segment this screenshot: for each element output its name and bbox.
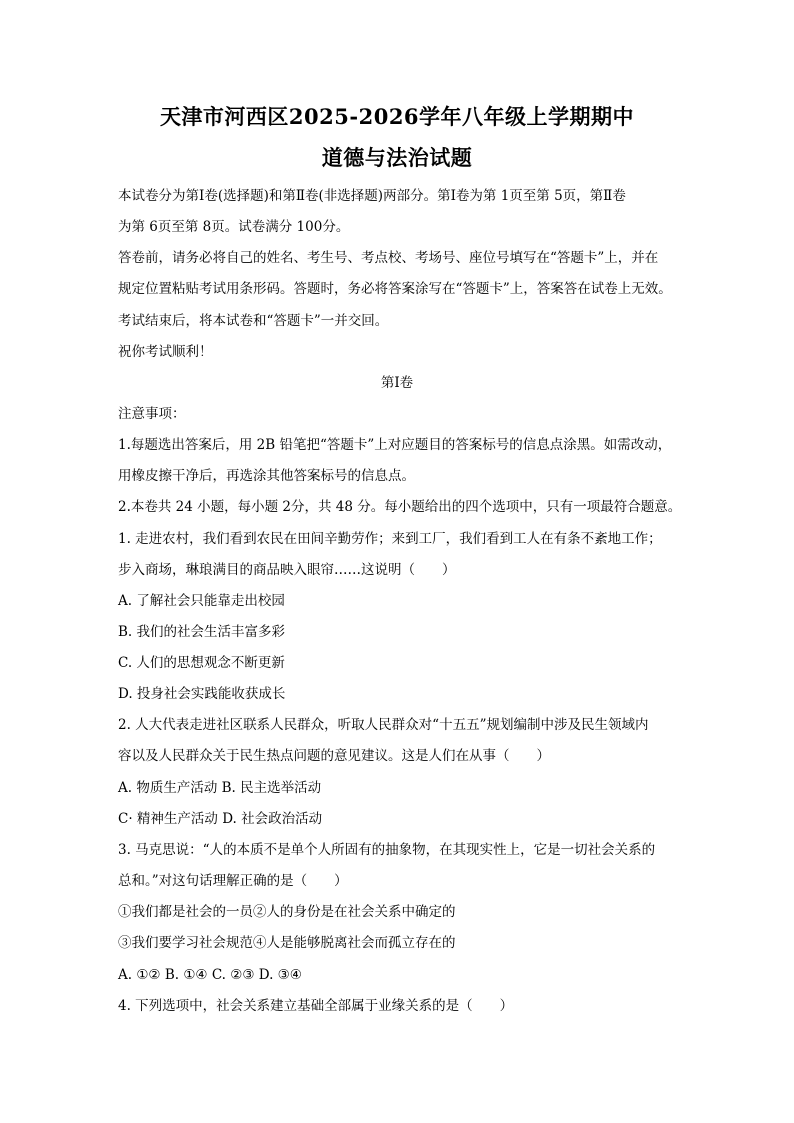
notice-item: 1.每题选出答案后，用 2B 铅笔把“答题卡”上对应题目的答案标号的信息点涂黑。如需改动， — [118, 437, 672, 453]
good-luck-text: 祝你考试顺利！ — [118, 344, 213, 360]
intro-line: 本试卷分为第Ⅰ卷(选择题)和第Ⅱ卷(非选择题)两部分。第Ⅰ卷为第 1页至第 5页，第Ⅱ卷 — [118, 188, 626, 204]
question-1-option-b: B. 我们的社会生活丰富多彩 — [118, 624, 286, 640]
exam-subject-title: 道德与法治试题 — [321, 145, 473, 170]
question-1-stem: 1. 走进农村，我们看到农民在田间辛勤劳作；来到工厂，我们看到工人在有条不紊地工作； — [118, 531, 662, 547]
section-heading: 第Ⅰ卷 — [380, 375, 414, 391]
question-3-statements: ①我们都是社会的一员②人的身份是在社会关系中确定的 — [118, 904, 456, 920]
exam-title: 天津市河西区2025-2026学年八年级上学期期中 — [159, 104, 635, 129]
question-1-option-a: A. 了解社会只能靠走出校园 — [118, 593, 285, 609]
notice-label: 注意事项： — [118, 406, 186, 422]
question-3-options: A. ①② B. ①④ C. ②③ D. ③④ — [118, 967, 302, 983]
question-2-stem: 2. 人大代表走进社区联系人民群众，听取人民群众对“十五五”规划编制中涉及民生领域内 — [118, 717, 649, 733]
intro-line: 规定位置粘贴考试用条形码。答题时，务必将答案涂写在“答题卡”上，答案答在试卷上无效。 — [118, 281, 672, 297]
question-1-stem: 步入商场，琳琅满目的商品映入眼帘……这说明（ ） — [118, 562, 456, 578]
question-3-stem: 总和。”对这句话理解正确的是（ ） — [118, 873, 348, 889]
question-2-options: C· 精神生产活动 D. 社会政治活动 — [118, 811, 323, 827]
question-4-stem: 4. 下列选项中，社会关系建立基础全部属于业缘关系的是（ ） — [118, 998, 514, 1014]
intro-line: 为第 6页至第 8页。试卷满分 100分。 — [118, 219, 350, 235]
question-3-stem: 3. 马克思说：“人的本质不是单个人所固有的抽象物，在其现实性上，它是一切社会关系的 — [118, 842, 656, 858]
question-1-option-c: C. 人们的思想观念不断更新 — [118, 655, 285, 671]
notice-item: 用橡皮擦干净后，再选涂其他答案标号的信息点。 — [118, 468, 415, 484]
question-2-stem: 容以及人民群众关于民生热点问题的意见建议。这是人们在从事（ ） — [118, 748, 550, 764]
intro-line: 考试结束后，将本试卷和“答题卡”一并交回。 — [118, 313, 389, 329]
question-2-options: A. 物质生产活动 B. 民主选举活动 — [118, 780, 322, 796]
intro-line: 答卷前，请务必将自己的姓名、考生号、考点校、考场号、座位号填写在“答题卡”上，并在 — [118, 250, 659, 266]
question-1-option-d: D. 投身社会实践能收获成长 — [118, 686, 286, 702]
question-3-statements: ③我们要学习社会规范④人是能够脱离社会而孤立存在的 — [118, 935, 456, 951]
notice-item: 2.本卷共 24 小题，每小题 2分，共 48 分。每小题给出的四个选项中，只有一项最符合题意。 — [118, 499, 682, 515]
